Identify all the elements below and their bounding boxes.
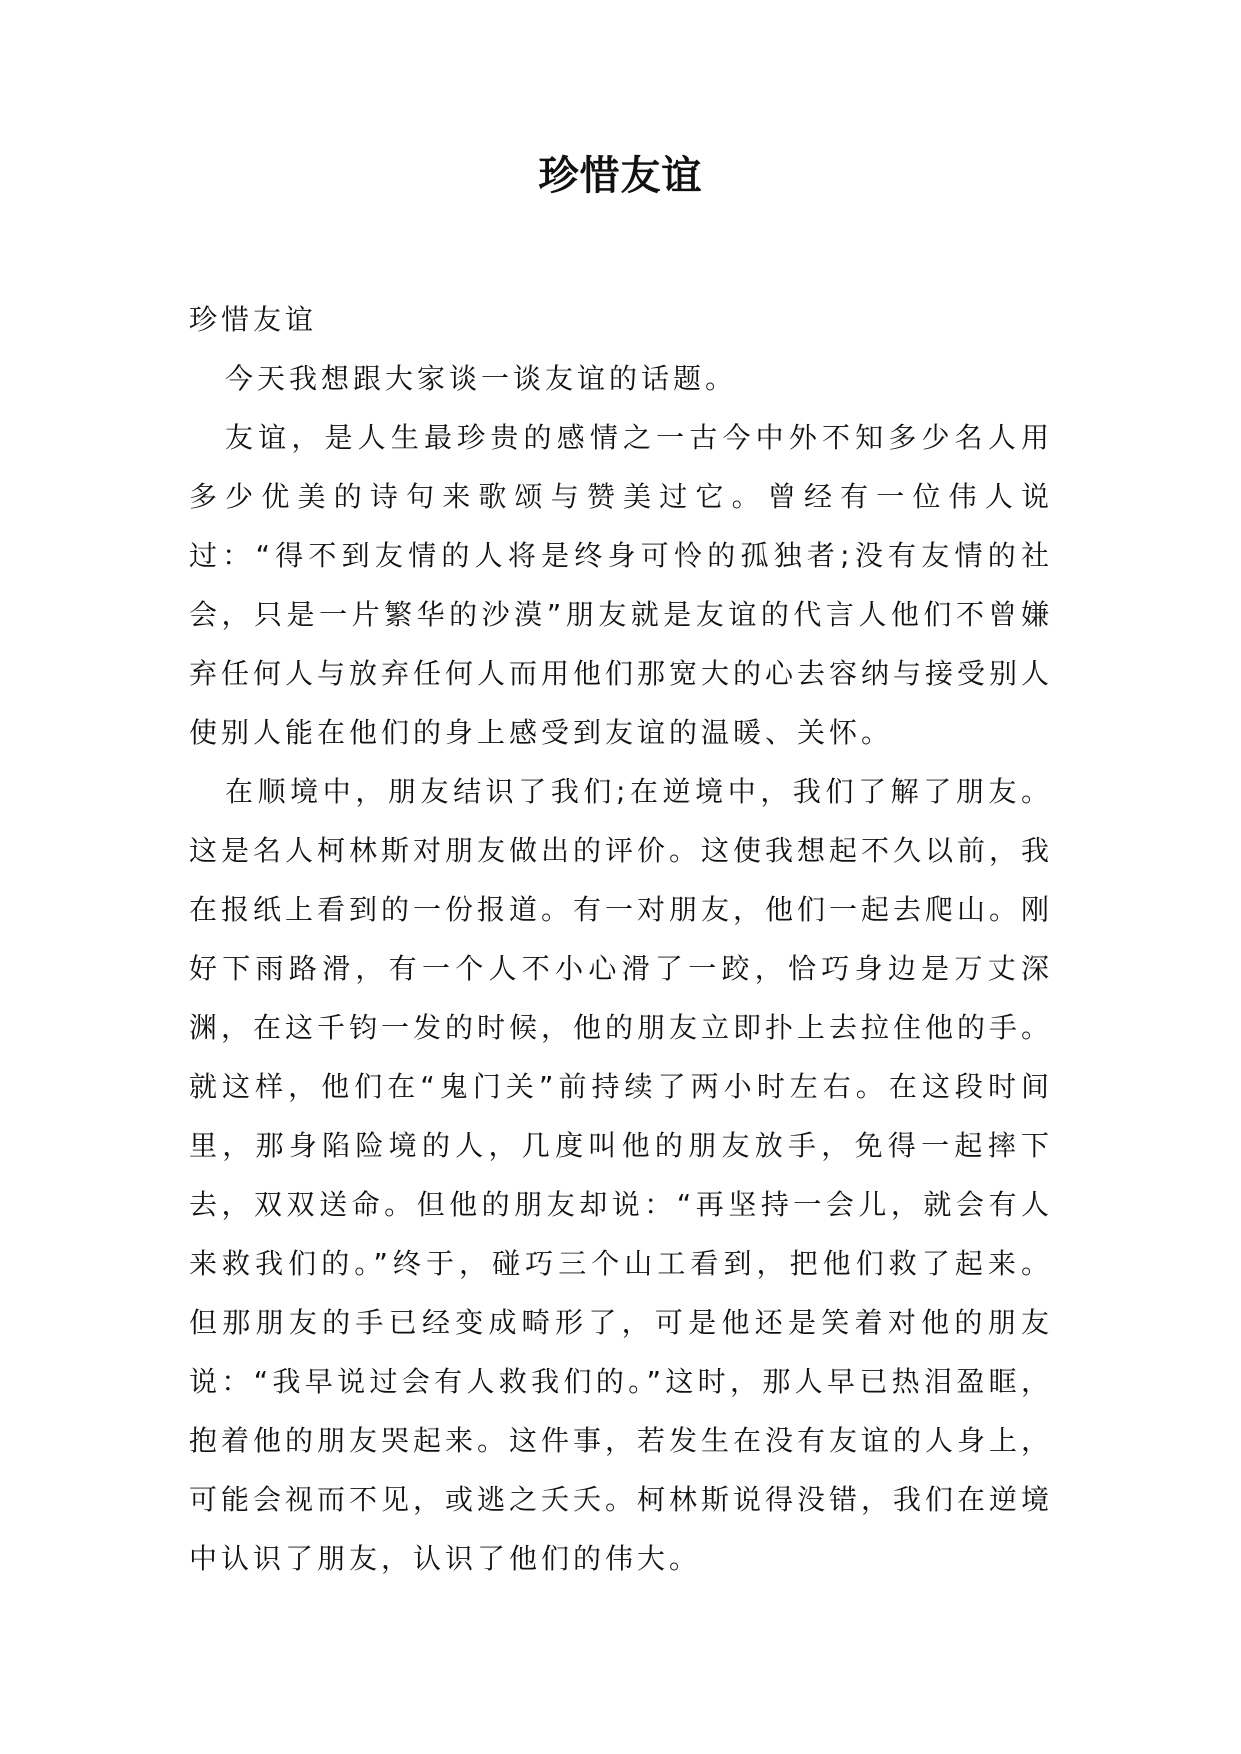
- paragraph-intro: 今天我想跟大家谈一谈友谊的话题。: [225, 362, 738, 395]
- document-title: 珍惜友谊: [538, 153, 703, 199]
- document-subtitle: 珍惜友谊: [189, 303, 318, 336]
- paragraph-story: 在顺境中，朋友结识了我们;在逆境中，我们了解了朋友。这是名人柯林斯对朋友做出的评价。这使我想起不久以前，我在报纸上看到的一份报道。有一对朋友，他们一起去爬山。刚好下雨路滑，有一个人不小心滑了一跤，恰巧身边是万丈深渊，在这千钧一发的时候，他的朋友立即扑上去拉住他的手。就这样，他们在“鬼门关”前持续了两小时左右。在这段时间里，那身陷险境的人，几度叫他的朋友放手，免得一起摔下去，双双送命。但他的朋友却说：“再坚持一会儿，就会有人来救我们的。”终于，碰巧三个山工看到，把他们救了起来。但那朋友的手已经变成畸形了，可是他还是笑着对他的朋友说：“我早说过会有人救我们的。”这时，那人早已热泪盈眶，抱着他的朋友哭起来。这件事，若发生在没有友谊的人身上，可能会视而不见，或逃之夭夭。柯林斯说得没错，我们在逆境中认识了朋友，认识了他们的伟大。: [189, 775, 1054, 1575]
- document-body: [189, 290, 1053, 1588]
- paragraph-friendship: 友谊，是人生最珍贵的感情之一古今中外不知多少名人用多少优美的诗句来歌颂与赞美过它。曾经有一位伟人说过：“得不到友情的人将是终身可怜的孤独者;没有友情的社会，只是一片繁华的沙漠”朋友就是友谊的代言人他们不曾嫌弃任何人与放弃任何人而用他们那宽大的心去容纳与接受别人使别人能在他们的身上感受到友谊的温暖、关怀。: [189, 421, 1054, 749]
